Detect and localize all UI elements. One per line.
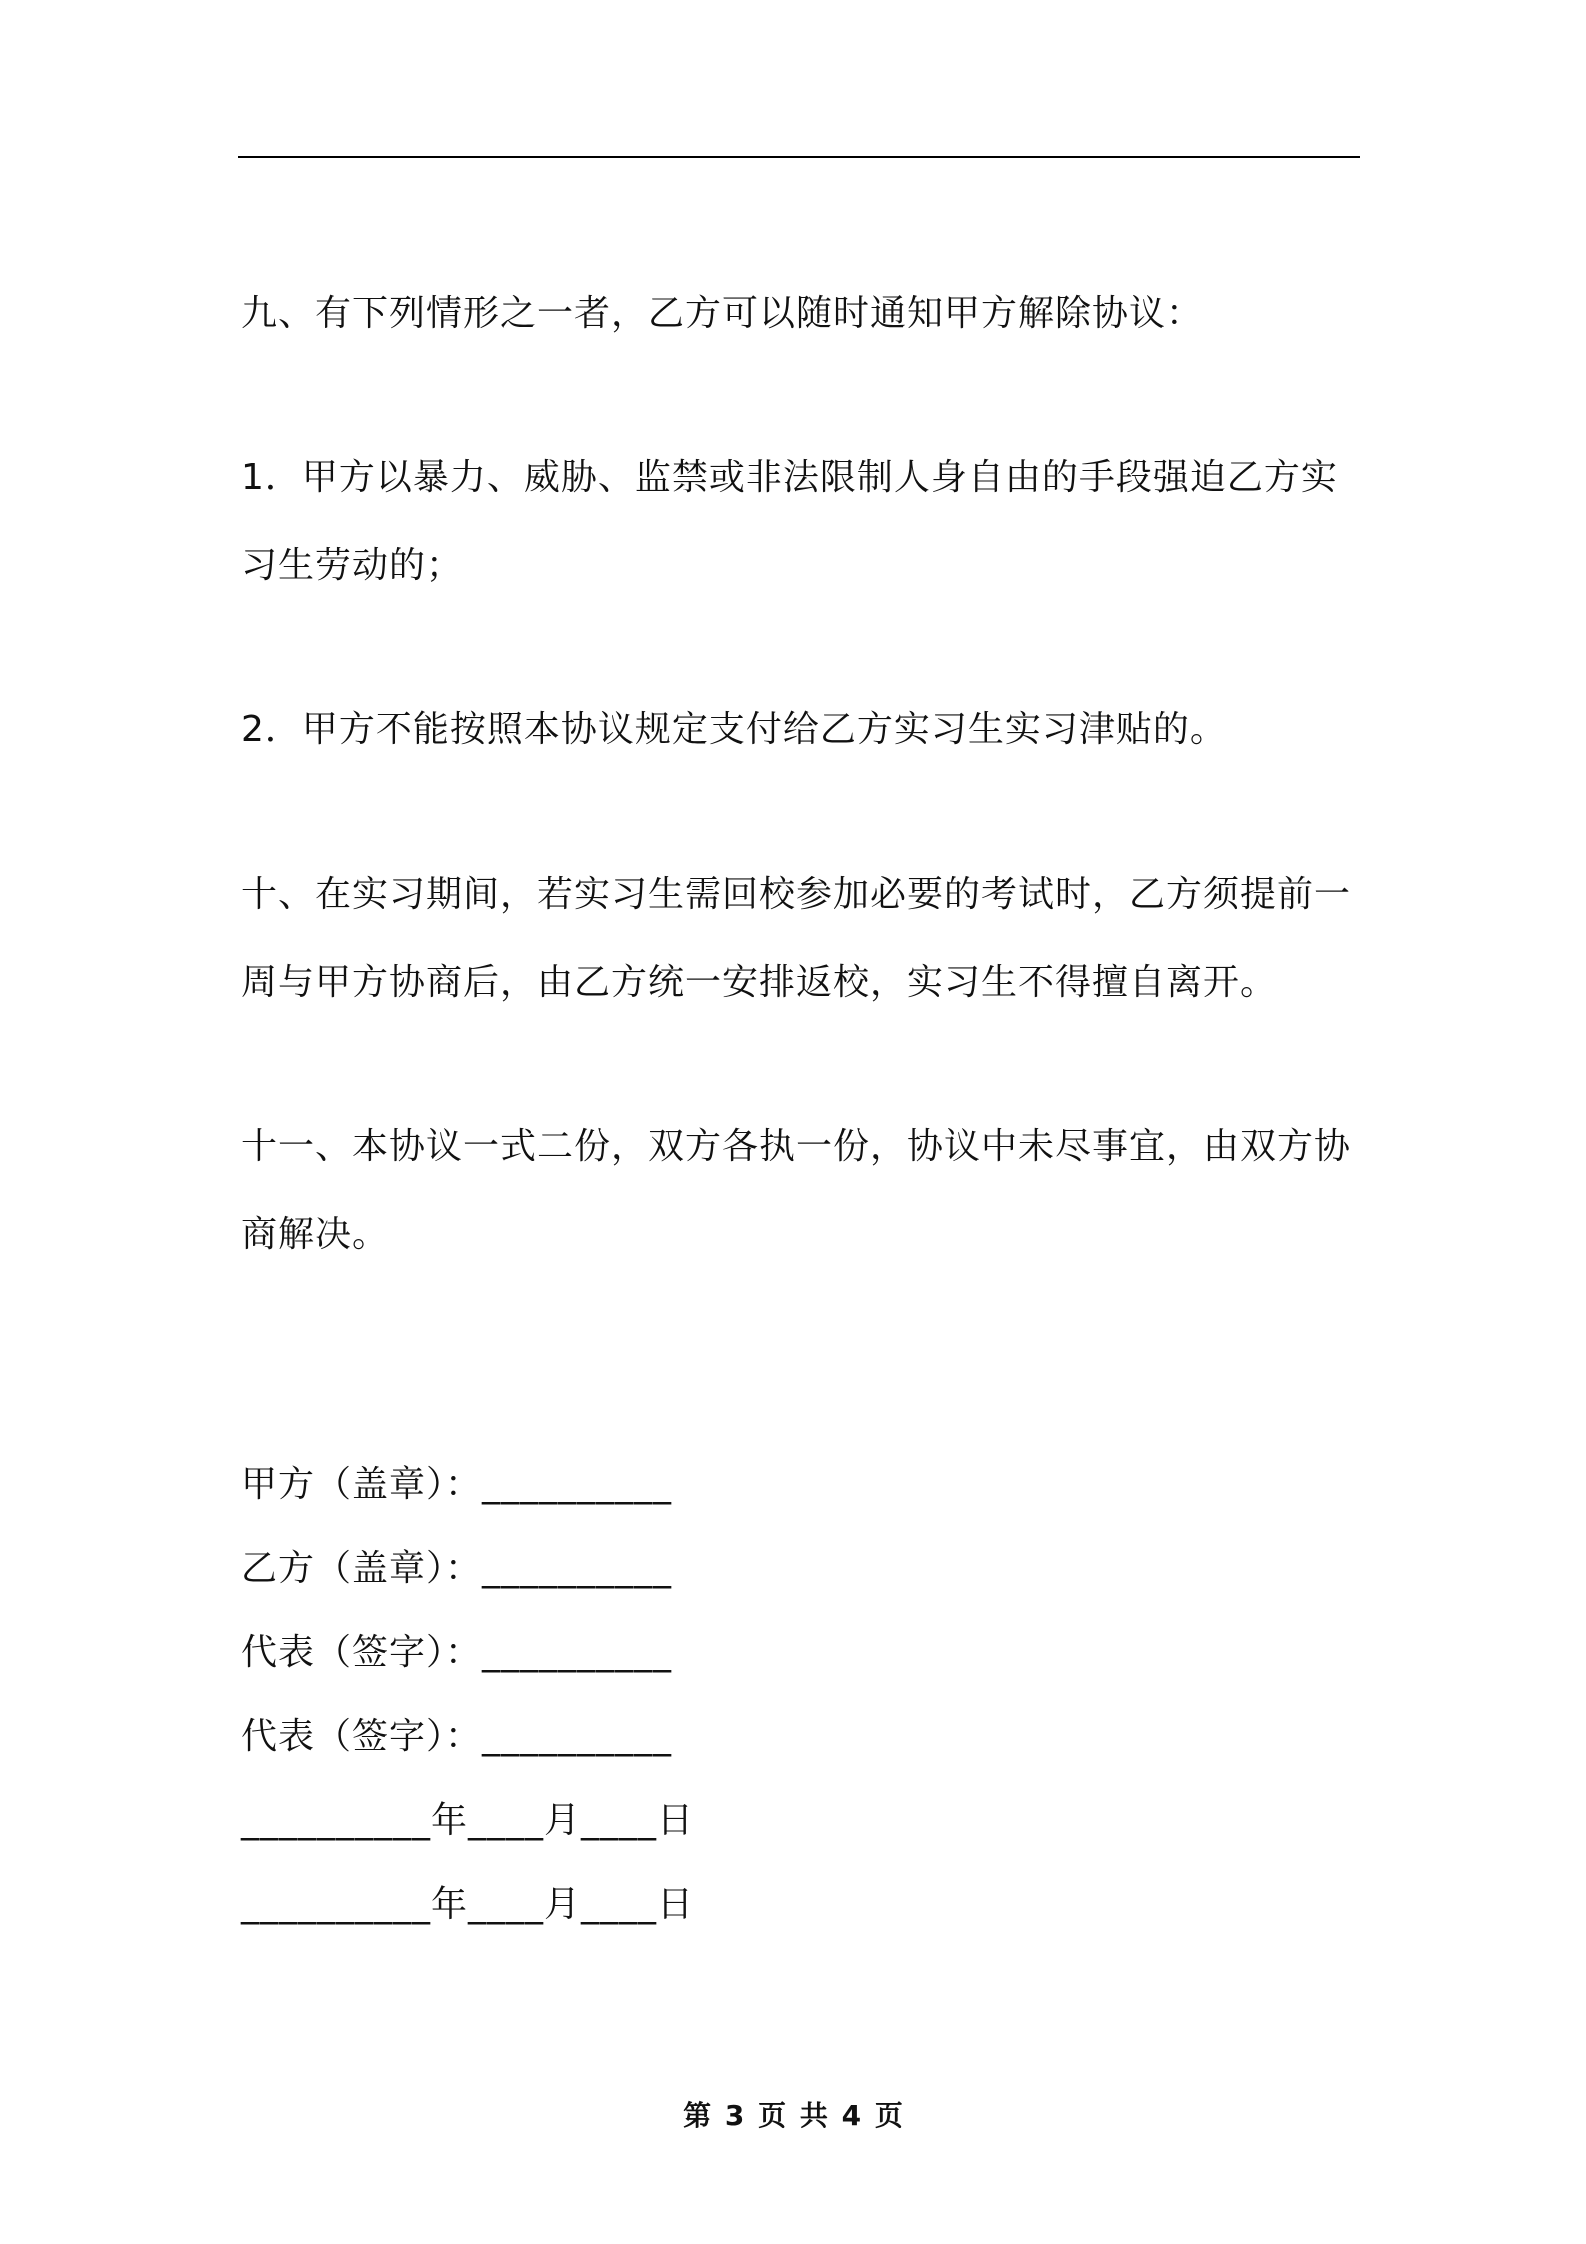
clause-nine-item-1 [241,434,1361,610]
representative-signature-line-1: 代表（签字）：__________ [241,1632,673,1673]
clause-nine-item-1-line-2: 习生劳动的； [241,545,464,586]
clause-nine-item-1-line-1: 1．甲方以暴力、威胁、监禁或非法限制人身自由的手段强迫乙方实 [241,457,1338,498]
clause-eleven-line-2: 商解决。 [241,1214,390,1255]
party-b-seal-line: 乙方（盖章）：__________ [241,1548,673,1589]
date-line-2: __________年____月____日 [241,1884,694,1925]
header-rule [238,156,1360,158]
clause-nine-line-1: 九、有下列情形之一者，乙方可以随时通知甲方解除协议： [241,293,1204,334]
clause-ten-line-2: 周与甲方协商后，由乙方统一安排返校，实习生不得擅自离开。 [241,962,1278,1003]
clause-eleven [241,1103,1361,1279]
representative-signature-line-2: 代表（签字）：__________ [241,1716,673,1757]
date-line-1: __________年____月____日 [241,1800,694,1841]
party-a-seal-line: 甲方（盖章）：__________ [241,1464,673,1505]
clause-ten-line-1: 十、在实习期间，若实习生需回校参加必要的考试时，乙方须提前一 [241,874,1352,915]
clause-nine-item-2 [241,686,1361,774]
page-number-footer: 第 3 页 共 4 页 [683,2099,903,2132]
clause-nine [241,270,1361,358]
clause-ten [241,851,1361,1027]
clause-nine-item-2-line-1: 2．甲方不能按照本协议规定支付给乙方实习生实习津贴的。 [241,709,1227,750]
clause-eleven-line-1: 十一、本协议一式二份，双方各执一份，协议中未尽事宜，由双方协 [241,1126,1352,1167]
